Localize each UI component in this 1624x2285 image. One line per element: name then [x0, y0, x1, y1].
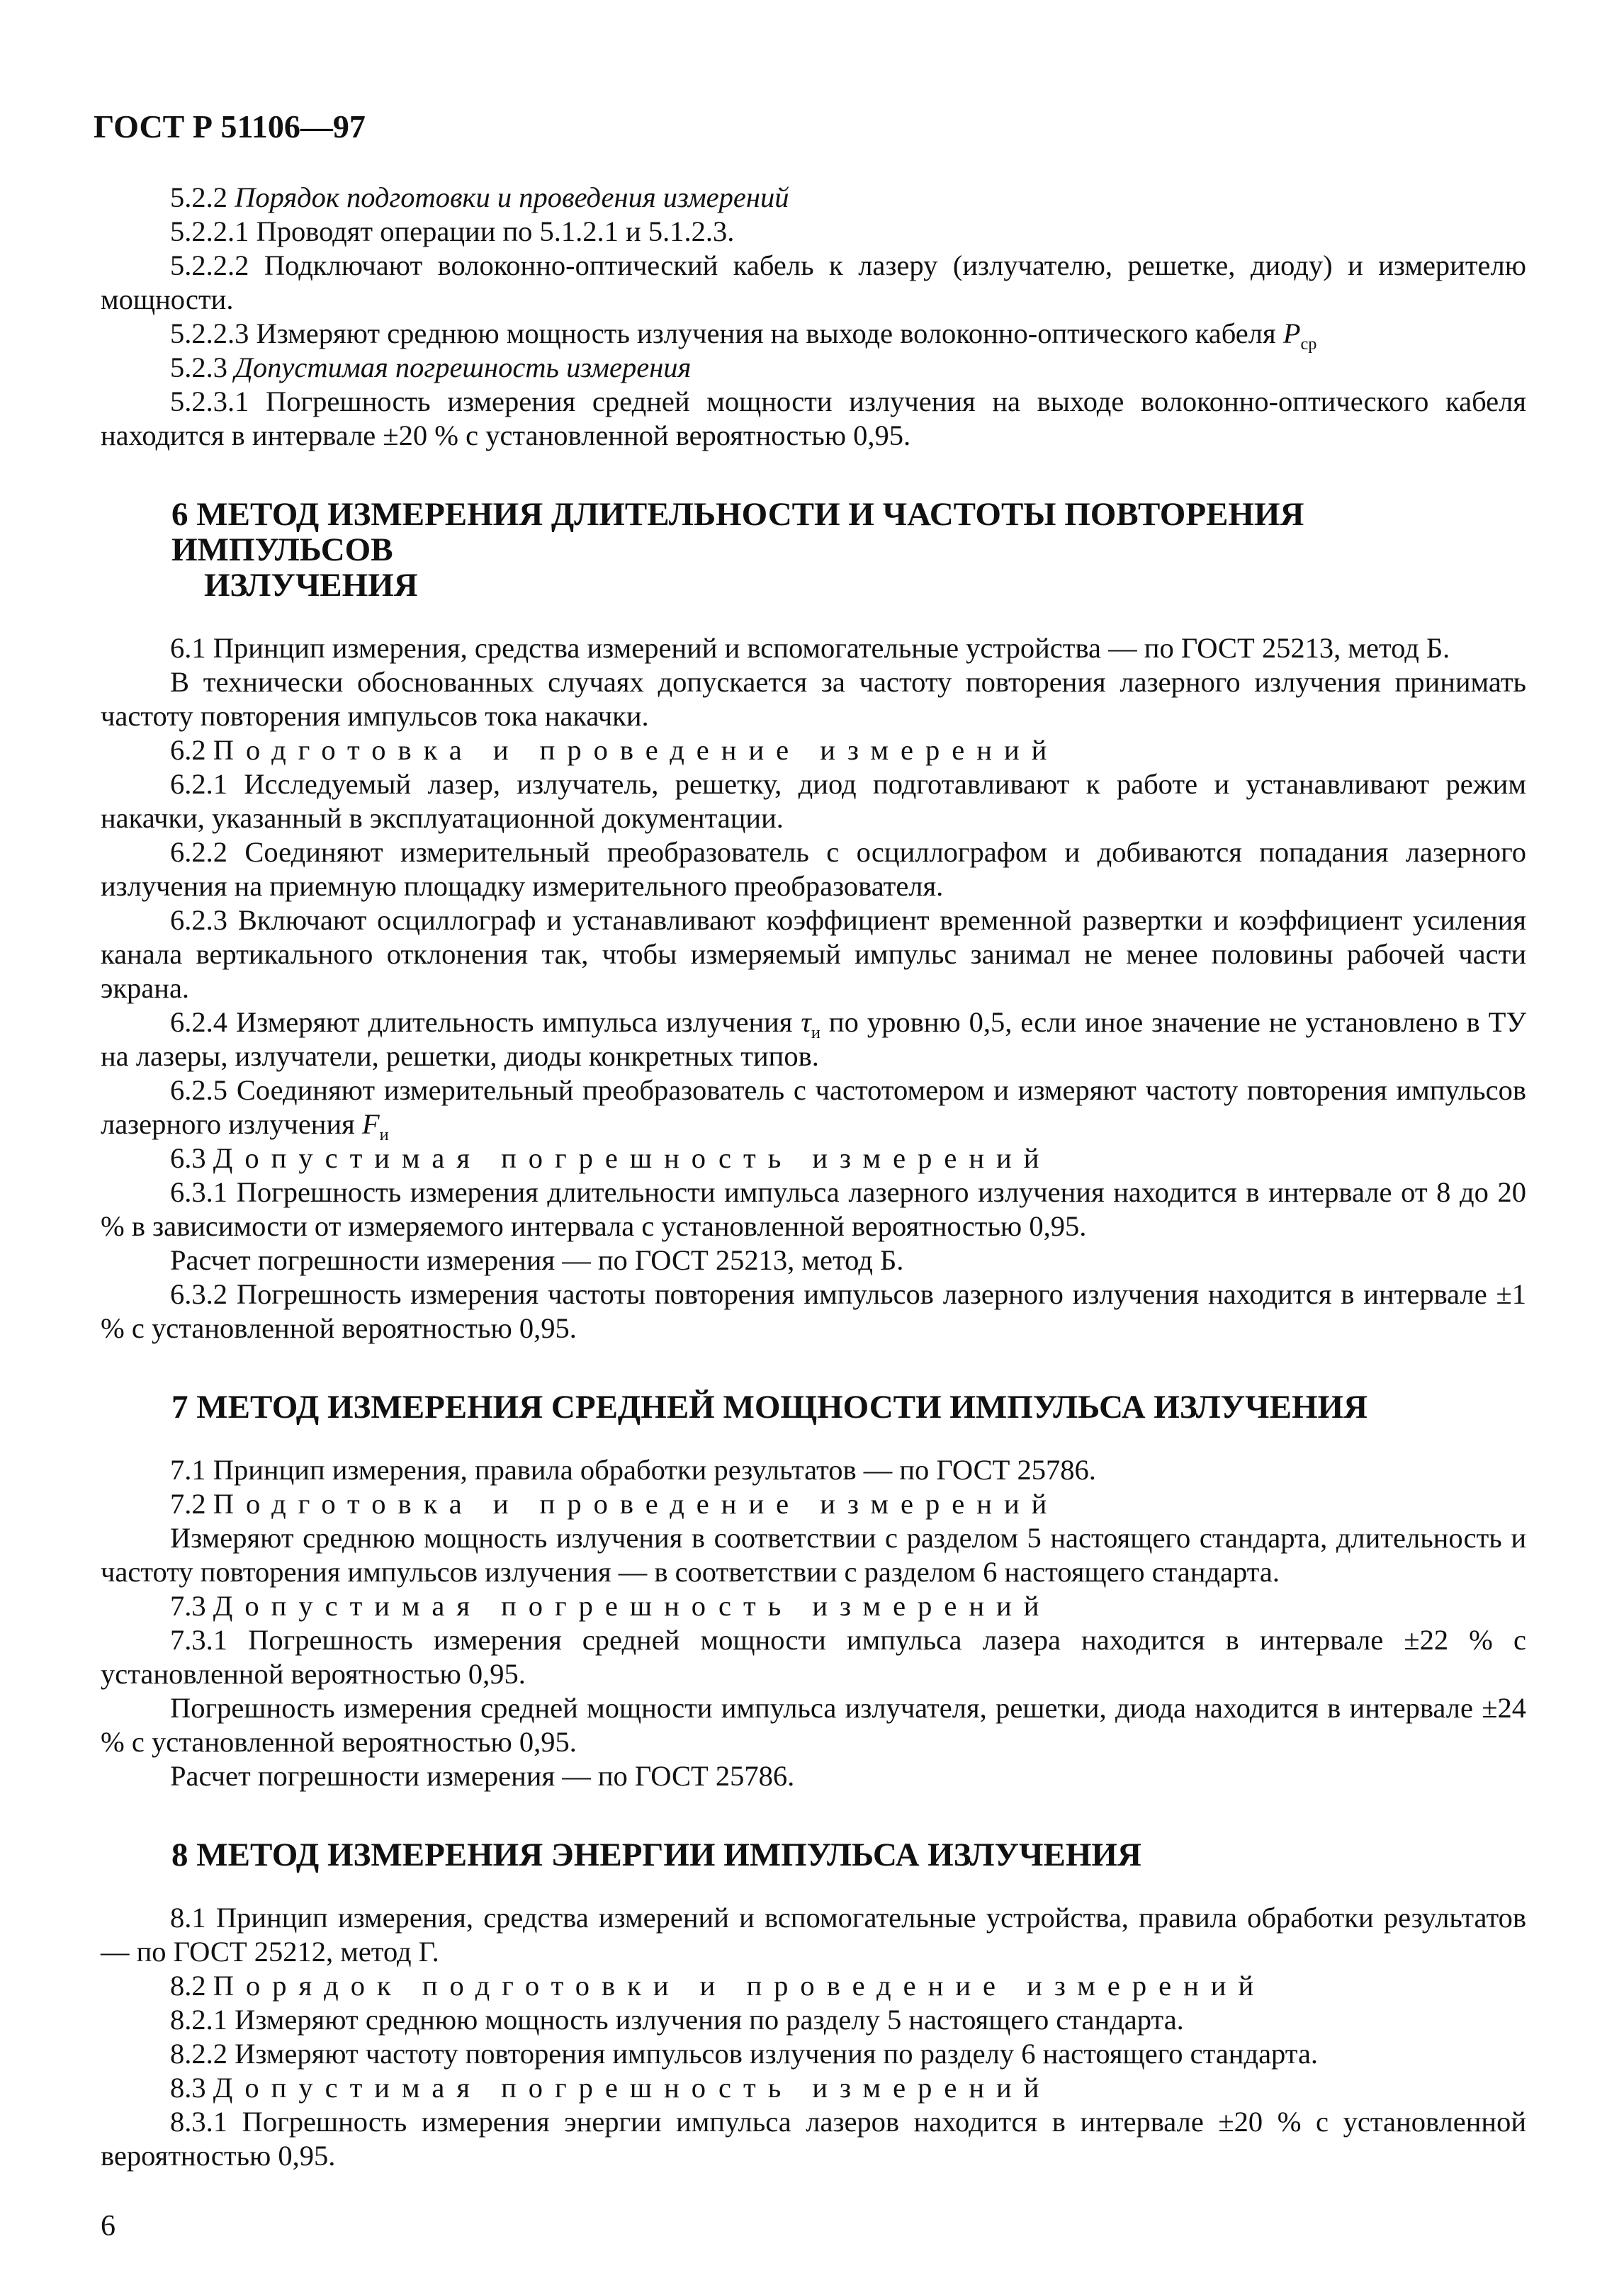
subsection-title: Допустимая погрешность измерений: [213, 1142, 1051, 1174]
subsection-title: Порядок подготовки и проведения измерений: [235, 181, 789, 213]
paragraph-5-2-3-1: 5.2.3.1 Погрешность измерения средней мощности излучения на выходе волоконно-оптического кабеля находится в интервале ±20 % с установленной вероятностью 0,95.: [101, 385, 1526, 451]
subsection-title: Допустимая погрешность измерения: [235, 351, 692, 383]
paragraph-8-3: [101, 2071, 1526, 2105]
paragraph-8-2-1: 8.2.1 Измеряют среднюю мощность излучения по разделу 5 настоящего стандарта.: [170, 2004, 1184, 2036]
section-8-heading: 8 МЕТОД ИЗМЕРЕНИЯ ЭНЕРГИИ ИМПУЛЬСА ИЗЛУЧЕНИЯ: [171, 1837, 1141, 1873]
page-number: 6: [101, 2210, 115, 2242]
paragraph-6-3-1: 6.3.1 Погрешность измерения длительности импульса лазерного излучения находится в интервале от 8 до 20 % в зависимости от измеряемого интервала с установленной вероятностью 0,95.: [101, 1176, 1526, 1242]
subsection-title: Допустимая погрешность измерений: [213, 2072, 1051, 2104]
paragraph-5-2-3: [101, 351, 1526, 385]
paragraph-6-3-1-calc: Расчет погрешности измерения — по ГОСТ 25213, метод Б.: [170, 1244, 904, 1276]
paragraph-7-3-1-calc: Расчет погрешности измерения — по ГОСТ 25786.: [170, 1760, 795, 1792]
paragraph-7-2: [101, 1487, 1526, 1521]
paragraph-7-3-1-b: Погрешность измерения средней мощности импульса излучателя, решетки, диода находится в интервале ±24 % с установленной вероятностью 0,95.: [101, 1692, 1526, 1758]
paragraph-6-2-1: 6.2.1 Исследуемый лазер, излучатель, решетку, диод подготавливают к работе и устанавливают режим накачки, указанный в эксплуатационной документации.: [101, 768, 1526, 834]
paragraph-8-1: 8.1 Принцип измерения, средства измерений и вспомогательные устройства, правила обработки результатов — по ГОСТ 25212, метод Г.: [101, 1902, 1526, 1968]
paragraph-text: 6.2.4 Измеряют длительность импульса излучения: [170, 1006, 801, 1038]
document-body: [101, 181, 1526, 2173]
paragraph-5-2-2-3: [101, 317, 1526, 354]
subsection-title: Подготовка и проведение измерений: [213, 734, 1059, 766]
clause-number: 6.2: [170, 734, 213, 766]
paragraph-text: 6.2.5 Соединяют измерительный преобразователь с частотомером и измеряют частоту повторения импульсов лазерного излучения: [101, 1074, 1526, 1140]
symbol-power: P: [1282, 317, 1301, 349]
symbol-subscript: и: [379, 1125, 389, 1145]
paragraph-8-2-2: 8.2.2 Измеряют частоту повторения импульсов излучения по разделу 6 настоящего стандарта.: [170, 2038, 1319, 2070]
section-title-line2: ИЗЛУЧЕНИЯ: [204, 567, 418, 604]
paragraph-5-2-2: [101, 181, 1526, 215]
paragraph-6-3: [101, 1141, 1526, 1175]
subsection-title: Порядок подготовки и проведение измерений: [213, 1970, 1266, 2002]
paragraph-6-1: 6.1 Принцип измерения, средства измерений и вспомогательные устройства — по ГОСТ 25213, метод Б.: [170, 632, 1450, 664]
document-header: ГОСТ Р 51106—97: [94, 108, 366, 145]
paragraph-6-2-3: 6.2.3 Включают осциллограф и устанавливают коэффициент временной развертки и коэффициент усиления канала вертикального отклонения так, чтобы измеряемый импульс занимал не менее половины рабочей части экрана.: [101, 904, 1526, 1004]
symbol-subscript: ср: [1300, 334, 1317, 354]
paragraph-5-2-2-2: 5.2.2.2 Подключают волоконно-оптический кабель к лазеру (излучателю, решетке, диоду) и измерителю мощности.: [101, 249, 1526, 315]
clause-number: 6.3: [170, 1142, 213, 1174]
paragraph-6-1-note: В технически обоснованных случаях допускается за частоту повторения лазерного излучения принимать частоту повторения импульсов тока накачки.: [101, 666, 1526, 732]
paragraph-text: по уровню 0,5, если иное значение не установлено в ТУ на лазеры, излучатели, решетки, диоды конкретных типов.: [101, 1006, 1526, 1072]
paragraph-6-2-4: [101, 1005, 1526, 1073]
symbol-frequency: F: [361, 1108, 380, 1140]
subsection-title: Подготовка и проведение измерений: [213, 1488, 1059, 1520]
paragraph-6-2-5: [101, 1073, 1526, 1145]
paragraph-7-2-text: Измеряют среднюю мощность излучения в соответствии с разделом 5 настоящего стандарта, длительность и частоту повторения импульсов излучения — в соответствии с разделом 6 настоящего стандарта.: [101, 1522, 1526, 1588]
clause-number: 5.2.3: [170, 351, 235, 383]
paragraph-text: 5.2.2.3 Измеряют среднюю мощность излучения на выходе волоконно-оптического кабеля: [170, 317, 1283, 349]
paragraph-6-2: [101, 733, 1526, 767]
paragraph-5-2-2-1: 5.2.2.1 Проводят операции по 5.1.2.1 и 5.1.2.3.: [170, 215, 735, 247]
clause-number: 8.3: [170, 2072, 213, 2104]
paragraph-7-3-1: 7.3.1 Погрешность измерения средней мощности импульса лазера находится в интервале ±22 % с установленной вероятностью 0,95.: [101, 1624, 1526, 1690]
section-title-line1: 6 МЕТОД ИЗМЕРЕНИЯ ДЛИТЕЛЬНОСТИ И ЧАСТОТЫ ПОВТОРЕНИЯ ИМПУЛЬСОВ: [171, 496, 1304, 568]
section-7-heading: 7 МЕТОД ИЗМЕРЕНИЯ СРЕДНЕЙ МОЩНОСТИ ИМПУЛЬСА ИЗЛУЧЕНИЯ: [171, 1389, 1368, 1426]
paragraph-6-3-2: 6.3.2 Погрешность измерения частоты повторения импульсов лазерного излучения находится в интервале ±1 % с установленной вероятностью 0,95.: [101, 1278, 1526, 1344]
clause-number: 7.3: [170, 1590, 213, 1622]
paragraph-7-1: 7.1 Принцип измерения, правила обработки результатов — по ГОСТ 25786.: [170, 1454, 1096, 1486]
section-6-heading: [101, 497, 1526, 603]
subsection-title: Допустимая погрешность измерений: [213, 1590, 1051, 1622]
paragraph-8-2: [101, 1969, 1526, 2003]
paragraph-6-2-2: 6.2.2 Соединяют измерительный преобразователь с осциллографом и добиваются попадания лазерного излучения на приемную площадку измерительного преобразователя.: [101, 836, 1526, 902]
symbol-tau: τ: [801, 1006, 811, 1038]
clause-number: 5.2.2: [170, 181, 235, 213]
clause-number: 7.2: [170, 1488, 213, 1520]
paragraph-8-3-1: 8.3.1 Погрешность измерения энергии импульса лазеров находится в интервале ±20 % с установленной вероятностью 0,95.: [101, 2106, 1526, 2172]
clause-number: 8.2: [170, 1970, 213, 2002]
paragraph-7-3: [101, 1589, 1526, 1623]
symbol-subscript: и: [811, 1023, 821, 1043]
